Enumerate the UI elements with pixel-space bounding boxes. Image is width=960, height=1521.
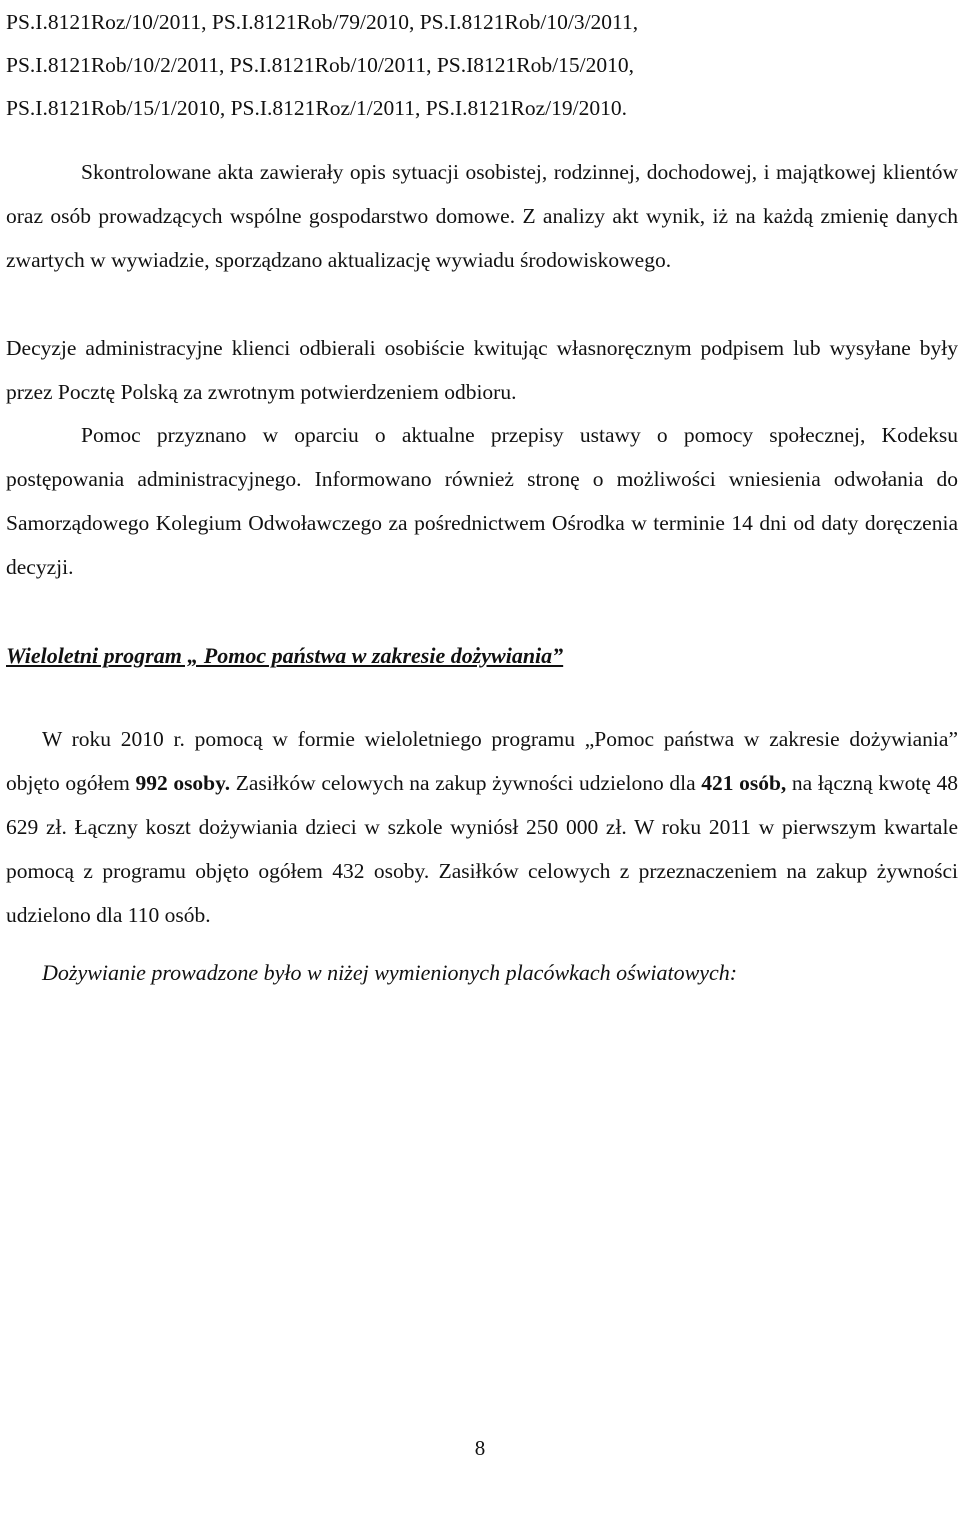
program-summary-total-persons: 992 osoby.: [135, 771, 231, 795]
case-references-line-3: PS.I.8121Rob/15/1/2010, PS.I.8121Roz/1/2011, PS.I.8121Roz/19/2010.: [6, 96, 627, 120]
program-summary-text-1: W roku 2010 r. pomocą w formie wieloletniego programu „Pomoc państwa w zakresie dożywiania” objęto ogółem: [6, 727, 958, 795]
program-summary-food-persons: 421 osób,: [701, 771, 787, 795]
section-subheading: Dożywianie prowadzone było w niżej wymienionych placówkach oświatowych:: [42, 960, 738, 985]
program-summary-text-3: na łączną kwotę 48 629 zł. Łączny koszt dożywiania dzieci w szkole wyniósł 250 000 zł. W roku 2011 w pierwszym kwartale pomocą z programu objęto ogółem 432 osoby. Zasiłków celowych z przeznaczeniem na zakup żywności udzielono dla 110 osób.: [6, 771, 958, 927]
case-references-line-2: PS.I.8121Rob/10/2/2011, PS.I.8121Rob/10/2011, PS.I8121Rob/15/2010,: [6, 53, 634, 77]
case-references-line-1: PS.I.8121Roz/10/2011, PS.I.8121Rob/79/2010, PS.I.8121Rob/10/3/2011,: [6, 10, 639, 34]
paragraph-decisions-delivery: Decyzje administracyjne klienci odbierali osobiście kwitując własnoręcznym podpisem lub wysyłane były przez Pocztę Polską za zwrotnym potwierdzeniem odbioru.: [6, 336, 958, 404]
section-heading: Wieloletni program „ Pomoc państwa w zakresie dożywiania”: [6, 643, 564, 668]
paragraph-files-review: Skontrolowane akta zawierały opis sytuacji osobistej, rodzinnej, dochodowej, i majątkowej klientów oraz osób prowadzących wspólne gospodarstwo domowe. Z analizy akt wynik, iż na każdą zmienię danych zwartych w wywiadzie, sporządzano aktualizację wywiadu środowiskowego.: [6, 160, 958, 272]
case-references: [6, 1, 958, 130]
program-summary-text-2: Zasiłków celowych na zakup żywności udzielono dla: [230, 771, 702, 795]
paragraph-aid-basis: Pomoc przyznano w oparciu o aktualne przepisy ustawy o pomocy społecznej, Kodeksu postępowania administracyjnego. Informowano również stronę o możliwości wniesienia odwołania do Samorządowego Kolegium Odwoławczego za pośrednictwem Ośrodka w terminie 14 dni od daty doręczenia decyzji.: [6, 423, 958, 579]
paragraph-program-summary: [6, 717, 958, 937]
page-number: 8: [474, 1436, 486, 1460]
